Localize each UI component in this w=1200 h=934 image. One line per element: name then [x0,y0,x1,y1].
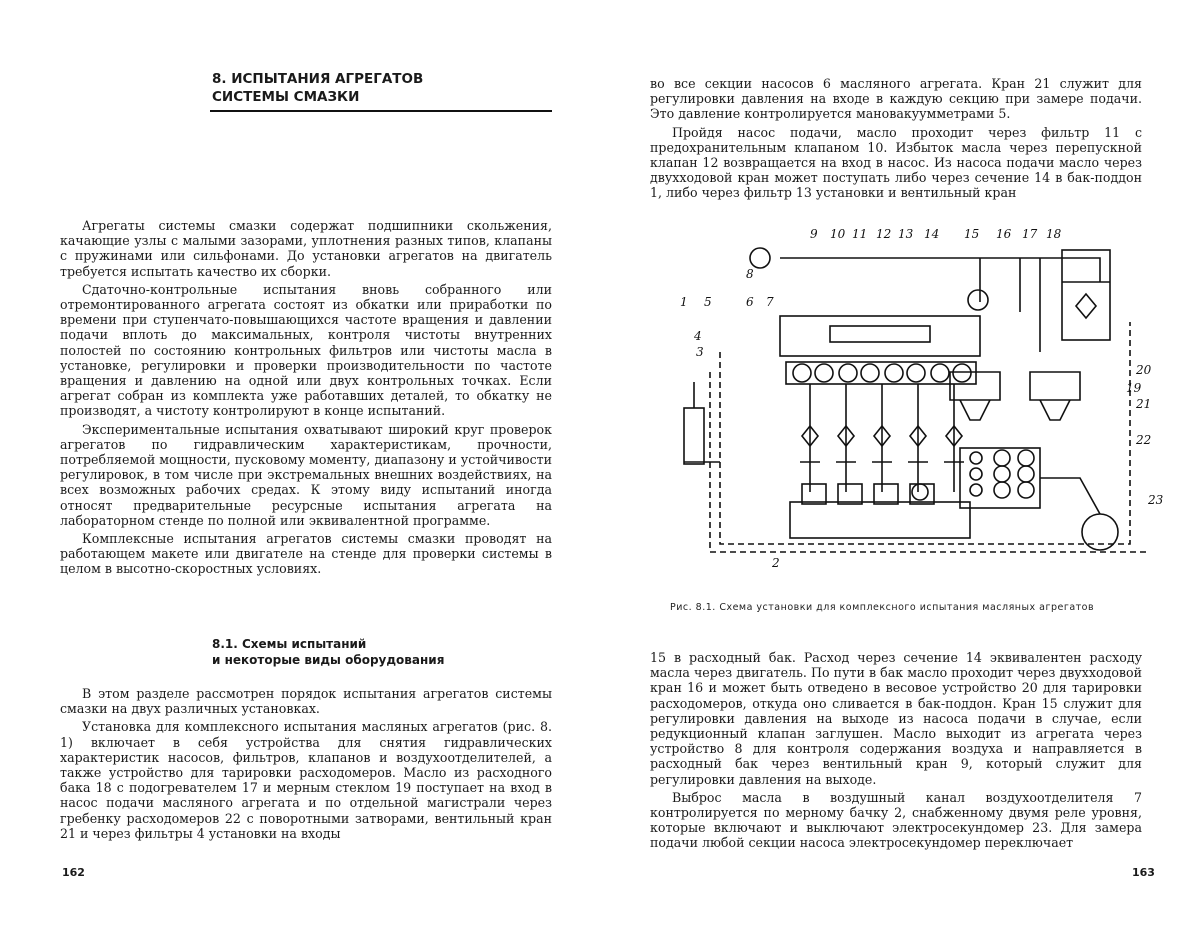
svg-text:16: 16 [996,227,1012,241]
svg-text:20: 20 [1136,363,1152,377]
svg-text:11: 11 [852,227,868,241]
section-title: 8.1. Схемы испытаний и некоторые виды оборудования [212,637,445,667]
oil-test-rig-schematic [660,222,1180,578]
svg-text:5: 5 [704,295,712,309]
right-page [600,0,1200,934]
paragraph: 15 в расходный бак. Расход через сечение 14 эквивалентен расходу масла через двигатель. По пути в бак масло проходит через двухходовой кран 16 и может быть отведено в весовое устройство 20 для тарировки расходомеров, откуда оно сливается в бак-поддон. Кран 15 служит для регулировки давления на выходе из насоса подачи в случае, если редукционный клапан заглушен. Масло выходит из агрегата через устройство 8 для контроля содержания воздуха и направляется в расходный бак через вентильный кран 9, который служит для регулировки давления на выходе. [650,650,1142,787]
svg-text:12: 12 [876,227,892,241]
svg-text:18: 18 [1046,227,1062,241]
drain-tank [790,502,970,538]
paragraph: Агрегаты системы смазки содержат подшипники скольжения, качающие узлы с малыми зазорами, уплотнения разных типов, клапаны с пружинами или сильфонами. До установки агрегатов на двигатель требуется испытать качество их сборки. [60,218,552,279]
paragraph: Сдаточно-контрольные испытания вновь собранного или отремонтированного агрегата состоят из обкатки или приработки по времени при ступенчато-повышающихся частоте вращения и давлении подачи вплоть до максимальных, контроля чистоты внутренних полостей по состоянию контрольных фильтров или чистоты масла в установке, регулировки и проверки производительности по частоте вращения и давлению на одной или двух контрольных точках. Если агрегат собран из комплекта уже работавших деталей, то обкатку не производят, а чистоту контролируют в конце испытаний. [60,281,552,419]
svg-text:7: 7 [766,295,774,309]
section-text [60,686,552,841]
paragraph: В этом разделе рассмотрен порядок испытания агрегатов системы смазки на двух различных установках. [60,686,552,717]
chapter-title-rule [210,110,552,112]
figure-caption: Рис. 8.1. Схема установки для комплексного испытания масляных агрегатов [670,602,1095,613]
svg-text:15: 15 [964,227,980,241]
paragraph: Установка для комплексного испытания масляных агрегатов (рис. 8. 1) включает в себя устройства для снятия гидравлических характеристик насосов, фильтров, клапанов и воздухоотделителей, а также устройство для тарировки расходомеров. Масло из расходного бака 18 с подогревателем 17 и мерным стеклом 19 поступает на вход в насос подачи масляного агрегата и по отдельной магистрали через гребенку расходомеров 22 с поворотными затворами, вентильный кран 21 и через фильтры 4 установки на входы [60,719,552,841]
svg-text:22: 22 [1136,433,1152,447]
air-separator [830,326,930,342]
svg-text:2: 2 [772,556,780,570]
svg-text:13: 13 [898,227,914,241]
paragraph: Выброс масла в воздушный канал воздухоотделителя 7 контролируется по мерному бачку 2, снабженному двумя реле уровня, которые включают и выключают электросекундомер 23. Для замера подачи любой секции насоса электросекундомер переключает [650,789,1142,851]
top-text [650,76,1142,201]
svg-text:8: 8 [746,267,754,281]
svg-text:3: 3 [696,345,704,359]
measuring-tank [684,408,704,464]
figure-labels [680,227,1164,570]
svg-text:6: 6 [746,295,754,309]
weighing-device [950,372,1080,400]
intro-text [60,218,552,577]
paragraph: Комплексные испытания агрегатов системы смазки проводят на работающем макете или двигателе на стенде для проверки системы в целом в высотно-скоростных условиях. [60,531,552,577]
svg-text:23: 23 [1148,493,1164,507]
chapter-title: 8. ИСПЫТАНИЯ АГРЕГАТОВ СИСТЕМЫ СМАЗКИ [212,71,424,105]
svg-text:10: 10 [830,227,846,241]
paragraph: Пройдя насос подачи, масло проходит через фильтр 11 с предохранительным клапаном 10. Избыток масла через перепускной клапан 12 возвращается на вход в насос. Из насоса подачи масло через двухходовой кран может поступать либо через сечение 14 в бак-поддон 1, либо через фильтр 13 установки и вентильный кран [650,124,1142,201]
page-number: 163 [1132,866,1155,879]
svg-text:17: 17 [1022,227,1038,241]
svg-text:4: 4 [694,329,702,343]
pump-symbol [968,290,988,310]
bottom-text [650,650,1142,851]
supply-line [780,258,1100,282]
paragraph: Экспериментальные испытания охватывают широкий круг проверок агрегатов по гидравлическим характеристикам, прочности, потребляемой мощности, пусковому моменту, диапазону и устойчивости регулировок, в том числе при экстремальных внешних воздействиях, на всех возможных рабочих средах. К этому виду испытаний иногда относят предварительные ресурсные испытания агрегата на лабораторном стенде по полной или эквивалентной программе. [60,421,552,528]
paragraph: во все секции насосов 6 масляного агрегата. Кран 21 служит для регулировки давления на входе в каждую секцию при замере подачи. Это давление контролируется мановакуумметрами 5. [650,76,1142,122]
svg-text:21: 21 [1136,397,1152,411]
page-number: 162 [62,866,85,879]
svg-text:14: 14 [924,227,940,241]
agregate-frame [780,316,980,356]
svg-text:19: 19 [1126,381,1142,395]
svg-text:9: 9 [810,227,818,241]
svg-text:1: 1 [680,295,688,309]
